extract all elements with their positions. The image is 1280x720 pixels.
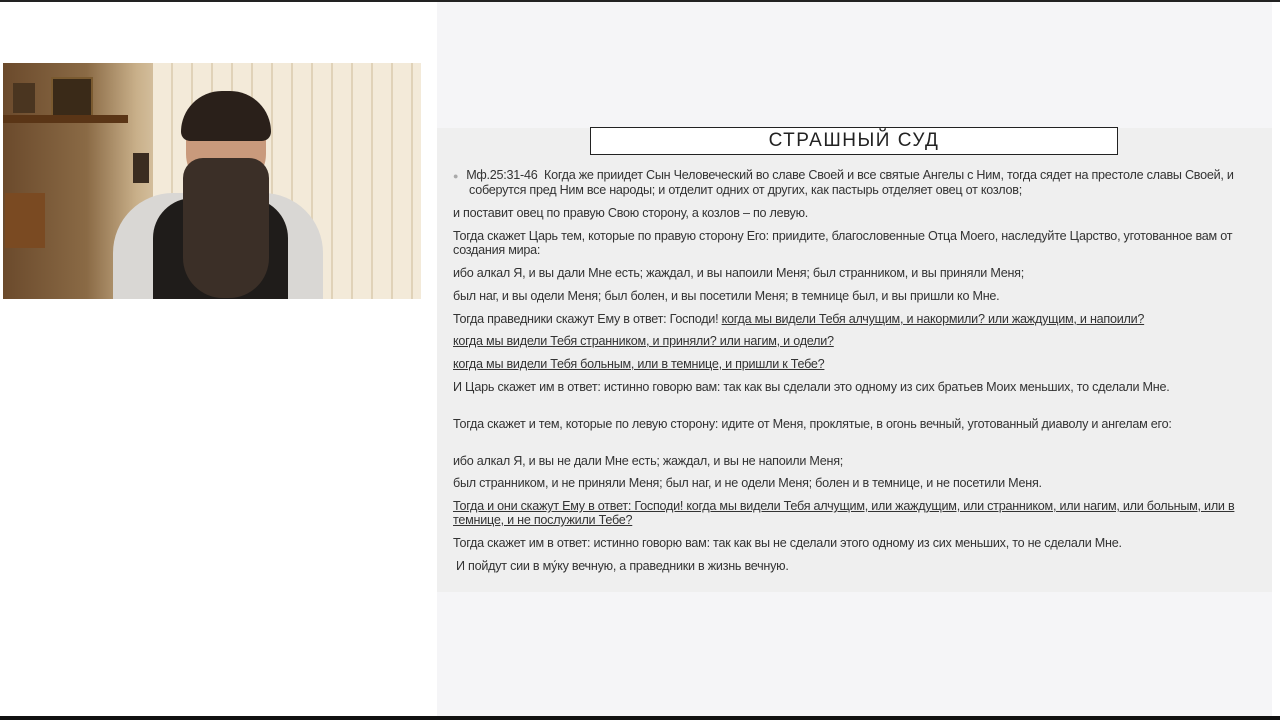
paragraph-15: И пойдут сии в му́ку вечную, а праведники в жизнь вечную. [456, 559, 789, 573]
paragraph-12: был странником, и не приняли Меня; был наг, и не одели Меня; болен и в темнице, и не посетили Меня. [453, 476, 1042, 490]
reference: Мф.25:31-46 [466, 168, 538, 182]
speaker-beard [183, 158, 269, 298]
paragraph-2: и поставит овец по правую Свою сторону, а козлов – по левую. [453, 206, 809, 220]
paragraph-14: Тогда скажет им в ответ: истинно говорю вам: так как вы не сделали этого одному из сих меньших, то не сделали Мне. [453, 536, 1122, 550]
paragraph-13: Тогда и они скажут Ему в ответ: Господи! когда мы видели Тебя алчущим, или жаждущим, или странником, или нагим, или больным, или в темнице, и не послужили Тебе? [453, 499, 1235, 527]
paragraph-6 [453, 312, 1253, 326]
wall-frame [133, 153, 149, 183]
paragraph-5: был наг, и вы одели Меня; был болен, и вы посетили Меня; в темнице был, и вы пришли ко Мне. [453, 289, 1000, 303]
bottom-border [0, 716, 1280, 720]
paragraph-7: когда мы видели Тебя странником, и приняли? или нагим, и одели? [453, 334, 834, 348]
paragraph-4: ибо алкал Я, и вы дали Мне есть; жаждал, и вы напоили Меня; был странником, и вы приняли Меня; [453, 266, 1024, 280]
underlined-verse: когда мы видели Тебя алчущим, и накормили? или жаждущим, и напоили? [721, 312, 1145, 326]
paragraph-3: Тогда скажет Царь тем, которые по правую сторону Его: приидите, благословенные Отца Моего, наследуйте Царство, уготованное вам от создания мира: [453, 229, 1233, 257]
wall-icon-small [13, 83, 35, 113]
paragraph-8: когда мы видели Тебя больным, или в темнице, и пришли к Тебе? [453, 357, 825, 371]
wall-shelf [3, 115, 128, 123]
verse-text: Когда же приидет Сын Человеческий во славе Своей и все святые Ангелы с Ним, тогда сядет на престоле славы Своей, и соберутся пред Ним все народы; и отделит одних от других, как пастырь отделяет овец от козлов; [469, 168, 1234, 197]
webcam-video [3, 63, 421, 299]
paragraph-11: ибо алкал Я, и вы не дали Мне есть; жаждал, и вы не напоили Меня; [453, 454, 844, 468]
lamp [5, 193, 45, 248]
wall-icon [51, 77, 93, 119]
paragraph-10: Тогда скажет и тем, которые по левую сторону: идите от Меня, проклятые, в огонь вечный, уготованный диаволу и ангелам его: [453, 417, 1172, 431]
paragraph-9: И Царь скажет им в ответ: истинно говорю вам: так как вы сделали это одному из сих братьев Моих меньших, то сделали Мне. [453, 380, 1170, 394]
slide-title: СТРАШНЫЙ СУД [590, 127, 1118, 155]
verse-text: Тогда праведники скажут Ему в ответ: Господи! [453, 312, 722, 326]
bullet-icon: ● [453, 171, 459, 181]
paragraph-1 [453, 168, 1269, 197]
